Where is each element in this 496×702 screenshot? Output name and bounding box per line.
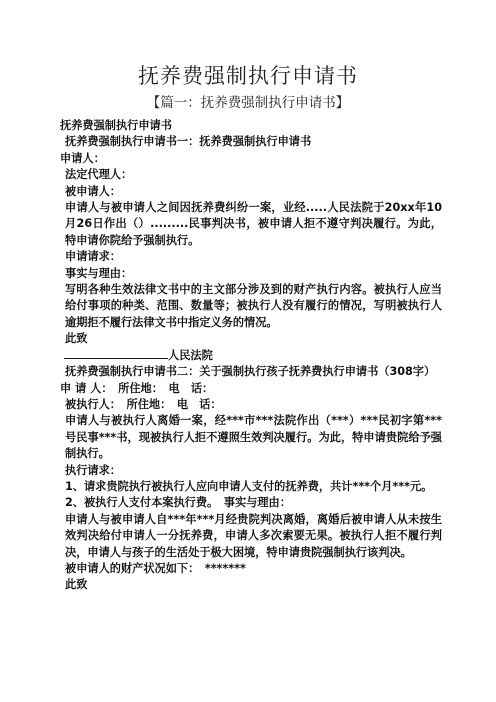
facts-paragraph: 写明各种生效法律文书中的主文部分涉及到的财产执行内容。被执行人应当给付事项的种类、范围、数量等；被执行人没有履行的情况，写明被执行人逾期拒不履行法律文书中指定义务的情况。: [65, 283, 442, 329]
court-label: 人民法院: [168, 348, 213, 362]
signature-blank: [64, 348, 168, 359]
court-signature-line: [60, 348, 442, 364]
request-item-one: 1、请求贵院执行被执行人应向申请人支付的抚养费，共计***个月***元。: [65, 479, 433, 493]
document-body: [60, 118, 442, 594]
property-status-line: 被申请人的财产状况如下： *******: [65, 561, 246, 575]
section-one-heading: 抚养费强制执行申请书一：抚养费强制执行申请书: [65, 135, 312, 149]
execution-request-heading: 执行请求：: [65, 463, 121, 477]
section-heading: 抚养费强制执行申请书: [60, 119, 172, 132]
document-title: 抚养费强制执行申请书: [138, 64, 358, 88]
respondent-info-line: 被执行人： 所住地： 电 话：: [65, 397, 222, 411]
reason-paragraph: 申请人与被申请人自***年***月经贵院判决离婚，离婚后被申请人从未按生效判决给付申请人一分抚养费，申请人多次索要无果。被执行人拒不履行判决，申请人与孩子的生活处于极大困境，特申请贵院强制执行该判决。: [65, 512, 442, 559]
applicant-line: 申请人：: [60, 151, 105, 165]
document-subtitle: 【篇一：抚养费强制执行申请书】: [146, 95, 350, 111]
case-paragraph: 申请人与被申请人之间因抚养费纠纷一案，业经.....人民法院于20xx年10月26日作出（）.........民事判决书，被申请人拒不遵守判决履行。为此，特申请你院给予强制执行。: [65, 201, 442, 247]
request-heading: 申请请求：: [65, 250, 121, 264]
facts-heading: 事实与理由：: [65, 266, 133, 280]
legal-representative-line: 法定代理人：: [65, 168, 133, 182]
closing-salutation: 此致: [65, 332, 88, 346]
applicant-info-line: 申 请 人： 所住地： 电 话：: [60, 381, 214, 395]
divorce-paragraph: 申请人与被执行人离婚一案，经***市***法院作出（***）***民初字第***号民事***书，现被执行人拒不遵照生效判决履行。为此，特申请贵院给予强制执行。: [65, 414, 442, 461]
section-two-heading: 抚养费强制执行申请书二：关于强制执行孩子抚养费执行申请书（308字）: [65, 365, 436, 379]
respondent-line: 被申请人：: [65, 184, 121, 198]
request-item-two: 2、被执行人支付本案执行费。 事实与理由：: [65, 496, 291, 510]
closing-salutation-two: 此致: [65, 578, 88, 592]
